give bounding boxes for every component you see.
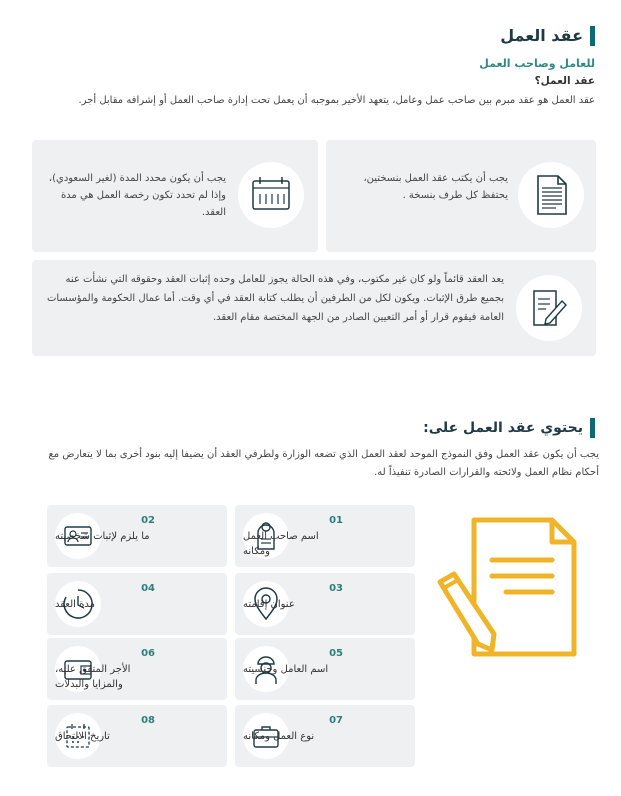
item-number: 07	[329, 715, 343, 726]
card-unwritten-contract	[32, 260, 596, 356]
item-label: عنوان إقامته	[243, 599, 295, 610]
card-written-text: يجب أن يكتب عقد العمل بنسختين، يحتفظ كل طرف بنسخة .	[363, 173, 508, 201]
section2-title: يحتوي عقد العمل على:	[423, 418, 595, 438]
list-item	[47, 705, 227, 767]
item-number: 08	[141, 715, 155, 726]
item-number: 01	[329, 515, 343, 526]
card-written-contract	[326, 140, 596, 252]
list-item	[235, 505, 415, 567]
list-item	[235, 705, 415, 767]
item-number: 05	[329, 648, 343, 659]
item-number: 04	[141, 583, 155, 594]
section2-intro: يجب أن يكون عقد العمل وفق النموذج الموحد لعقد العمل الذي تضعه الوزارة ولطرفي العقد أن يضيفا إليه بنود أخرى بما لا يتعارض مع أحكام نظام العمل ولائحته والقرارات الصادرة تنفيذاً له.	[48, 449, 599, 478]
item-label: ما يلزم لإثبات شخصيته	[55, 531, 150, 542]
section-title: عقد العمل	[500, 26, 595, 46]
document-icon	[518, 162, 584, 228]
card-duration-text: يجب أن يكون محدد المدة (لغير السعودي)، وإذا لم تحدد تكون رخصة العمل هي مدة العقد.	[48, 173, 226, 218]
item-number: 06	[141, 648, 155, 659]
contract-pen-icon	[434, 512, 594, 662]
calendar-icon	[238, 162, 304, 228]
item-label: اسم العامل وجنسيته	[243, 664, 329, 675]
list-item	[235, 573, 415, 635]
question-heading: عقد العمل؟	[534, 75, 595, 87]
item-label: اسم صاحب العمل ومكانه	[243, 531, 319, 557]
item-label: نوع العمل ومكانه	[243, 731, 315, 742]
list-item	[47, 573, 227, 635]
section-subtitle: للعامل وصاحب العمل	[479, 57, 595, 70]
list-item	[235, 638, 415, 700]
item-label: تاريخ الالتحاق	[55, 731, 110, 742]
list-item	[47, 505, 227, 567]
card-duration	[32, 140, 318, 252]
item-number: 02	[141, 515, 155, 526]
card-unwritten-text: يعد العقد قائماً ولو كان غير مكتوب، وفي هذه الحالة يجوز للعامل وحده إثبات العقد وحقوقه التي نشأت عنه بجميع طرق الإثبات. ويكون لكل من الطرفين أن يطلب كتابة العقد في أي وقت. أما عمال الحكومة والمؤسسات العامة فيقوم قرار أو أمر التعيين الصادر من الجهة المختصة مقام العقد.	[46, 274, 504, 323]
definition-text: عقد العمل هو عقد مبرم بين صاحب عمل وعامل، يتعهد الأخير بموجبه أن يعمل تحت إدارة صاحب العمل أو إشرافه مقابل أجر.	[78, 95, 595, 106]
list-item	[47, 638, 227, 700]
item-number: 03	[329, 583, 343, 594]
item-label: مدة العقد	[55, 599, 95, 610]
item-label: الأجر المتفق عليه، والمزايا والبدلات	[55, 664, 131, 690]
document-edit-icon	[516, 275, 582, 341]
